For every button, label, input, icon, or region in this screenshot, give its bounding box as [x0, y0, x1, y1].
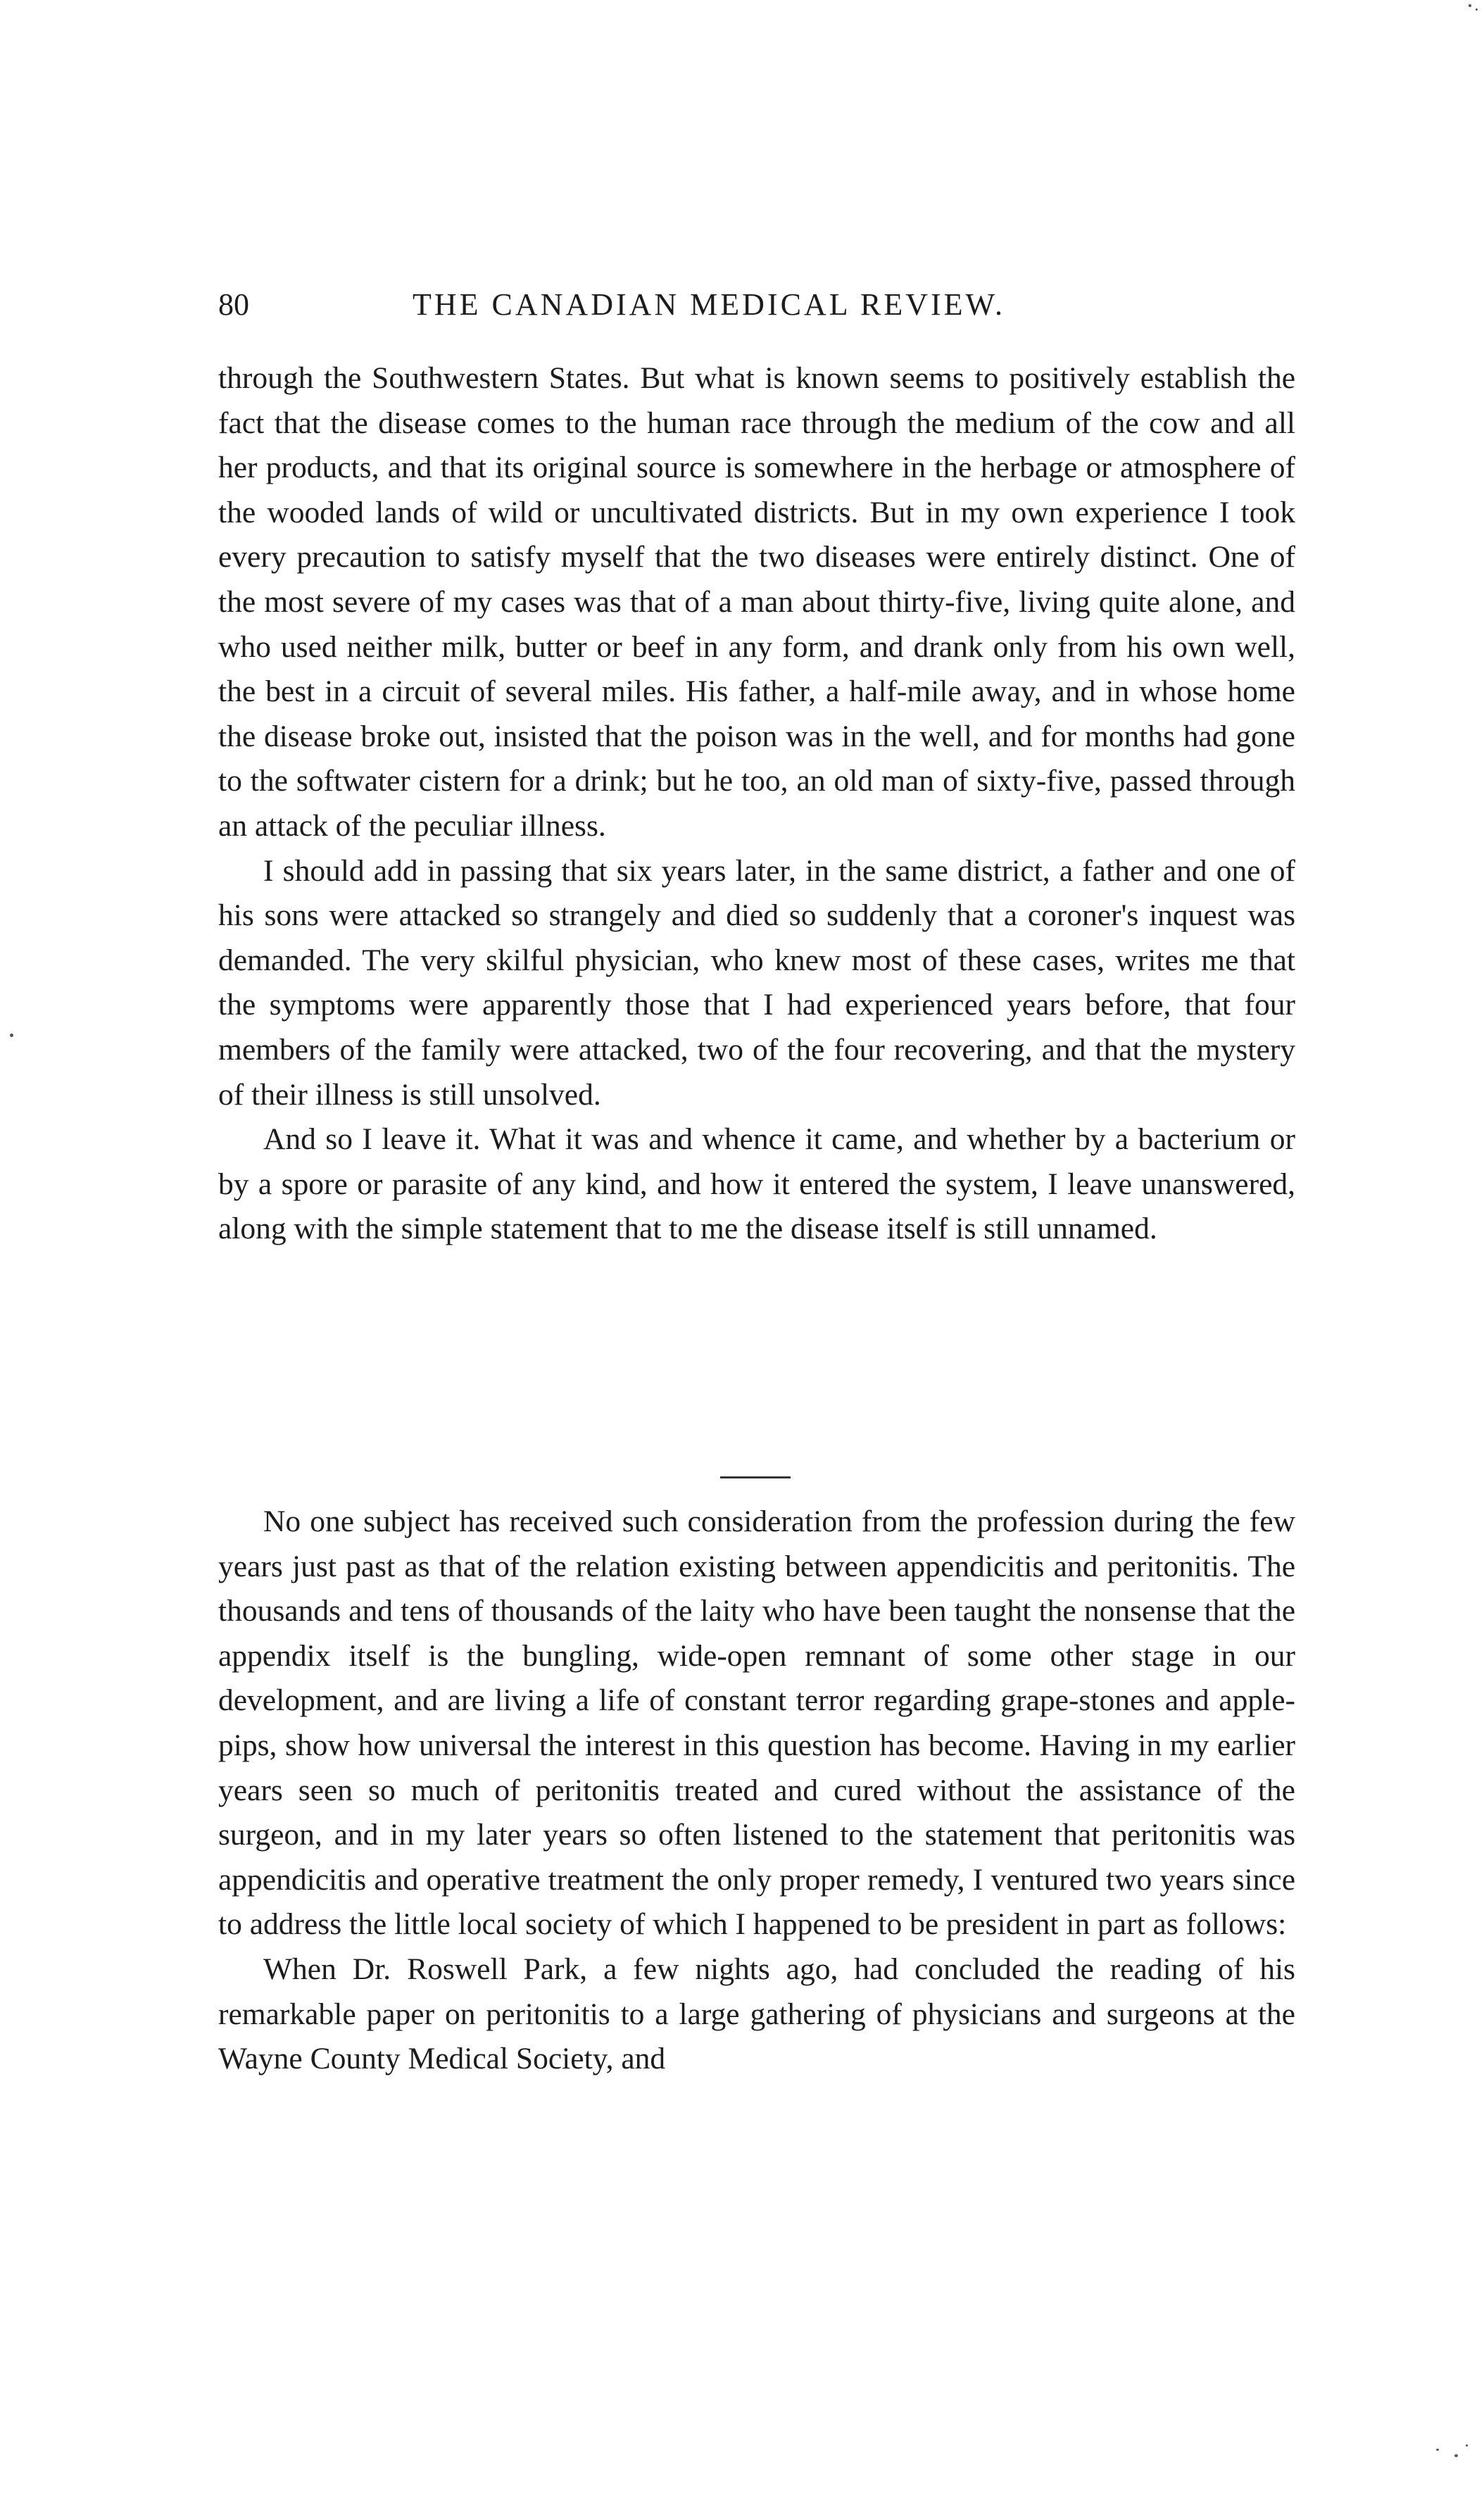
paragraph-roswell-park: When Dr. Roswell Park, a few nights ago, had concluded the reading of his remarkable paper on peritonitis to a large gathering of physicians and surgeons at the Wayne County Medical Society, and [218, 1952, 1295, 2076]
paragraph-disease-unnamed: And so I leave it. What it was and whence it came, and whether by a bacterium or by a spore or parasite of any kind, and how it entered the system, I leave unanswered, along with the simple statement that to me the disease itself is still unnamed. [218, 1122, 1295, 1246]
scan-speck [1469, 4, 1471, 7]
scan-speck [1454, 2454, 1458, 2457]
paragraph-appendicitis-peritonitis: No one subject has received such consideration from the profession during the few years just past as that of the relation existing between appendicitis and peritonitis. The thousands and tens of thousands of the laity who have been taught the nonsense that the appendix itself is the bungling, wide-open remnant of some other stage in our development, and are living a life of constant terror regarding grape-stones and apple-pips, show how universal the interest in this question has become. Having in my earlier years seen so much of peritonitis treated and cured without the assistance of the surgeon, and in my later years so often listened to the statement that peritonitis was appendicitis and operative treatment the only proper remedy, I ventured two years since to address the little local society of which I happened to be president in part as follows: [218, 1505, 1295, 1942]
scan-speck [1466, 2444, 1468, 2447]
body-text-before-rule [218, 356, 1295, 1252]
paragraph-continuation: through the Southwestern States. But what is known seems to positively establish the fact that the disease comes to the human race through the medium of the cow and all her products, and that its original source is somewhere in the herbage or atmosphere of the wooded lands of wild or uncultivated districts. But in my own experience I took every precaution to satisfy myself that the two diseases were entirely distinct. One of the most severe of my cases was that of a man about thirty-five, living quite alone, and who used neither milk, butter or beef in any form, and drank only from his own well, the best in a circuit of several miles. His father, a half-mile away, and in whose home the disease broke out, insisted that the poison was in the well, and for months had gone to the softwater cistern for a drink; but he too, an old man of sixty-five, passed through an attack of the peculiar illness. [218, 361, 1295, 843]
paragraph-coroner-inquest: I should add in passing that six years later, in the same district, a father and one of his sons were attacked so strangely and died so suddenly that a coroner's inquest was demanded. The very skilful physician, who knew most of these cases, writes me that the symptoms were apparently those that I had experienced years before, that four members of the family were attacked, two of the four recovering, and that the mystery of their illness is still unsolved. [218, 853, 1295, 1112]
running-head [218, 280, 1302, 329]
page-number: 80 [218, 287, 249, 322]
section-divider-rule [720, 1476, 791, 1478]
scan-speck [1476, 8, 1478, 11]
journal-title: THE CANADIAN MEDICAL REVIEW. [413, 287, 1005, 322]
scan-speck [10, 1034, 13, 1037]
scan-speck [1436, 2449, 1439, 2451]
body-text-after-rule [218, 1500, 1295, 2082]
